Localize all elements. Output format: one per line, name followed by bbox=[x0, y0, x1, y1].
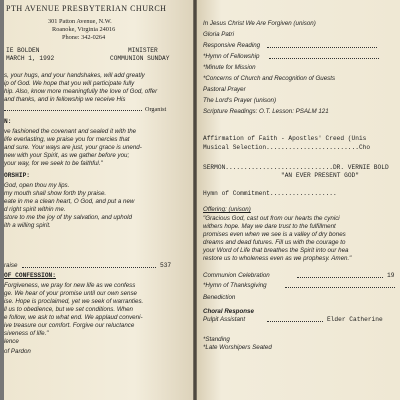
pulpit-assistant-name: Elder Catherine bbox=[327, 316, 383, 323]
worship-line: store to me the joy of thy salvation, and uphold bbox=[4, 214, 132, 221]
worship-line: my mouth shall show forth thy praise. bbox=[4, 190, 107, 197]
pulpit-assistant: Pulpit Assistant bbox=[203, 316, 246, 323]
order-item: *Minute for Mission bbox=[203, 64, 256, 71]
welcome-line: s, your hugs, and your handshakes, will add greatly bbox=[4, 72, 145, 79]
leader-dots bbox=[297, 277, 383, 278]
order-item: The Lord's Prayer (unison) bbox=[203, 97, 277, 104]
right-page bbox=[197, 0, 400, 400]
confession-line: ive treasure our comfort. Forgive our reluctance bbox=[4, 322, 135, 329]
benediction: Benediction bbox=[203, 294, 236, 301]
service-date: MARCH 1, 1992 bbox=[6, 55, 55, 62]
musical-selection: Musical Selection.........................Cho bbox=[203, 144, 371, 151]
confession-line: lence bbox=[4, 338, 19, 345]
order-item: In Jesus Christ We Are Forgiven (unison) bbox=[203, 20, 316, 27]
leader-dots bbox=[22, 267, 156, 268]
phone-number: Phone: 342-0264 bbox=[62, 34, 106, 41]
call-line: life everlasting, we praise you for mercies that bbox=[4, 136, 130, 143]
confession-line: ise. Hope is proclaimed, yet we seek of warranties. bbox=[4, 298, 144, 305]
praise-number: 537 bbox=[160, 262, 172, 269]
offering-line: restore us to wholeness even as we prophesy. Amen." bbox=[203, 255, 352, 262]
call-line: and sure. Your ways are just, your grace is unend- bbox=[4, 144, 142, 151]
communion-number: 19 bbox=[387, 272, 395, 279]
section-heading: OF CONFESSION: bbox=[4, 272, 56, 279]
sermon-title: "AN EVER PRESENT GOD" bbox=[281, 172, 359, 179]
praise-label: raise bbox=[4, 262, 18, 269]
leader-dots bbox=[4, 110, 142, 111]
minister-label: MINISTER bbox=[128, 47, 158, 54]
leader-dots bbox=[267, 321, 323, 322]
leader-dots bbox=[269, 58, 379, 59]
pastor-name: IE BOLDEN bbox=[6, 47, 40, 54]
section-heading: ORSHIP: bbox=[4, 172, 30, 179]
welcome-line: and thanks, and in fellowship we receive His bbox=[4, 96, 126, 103]
confession-line: e follow, we ask to what end. We applaud conveni- bbox=[4, 314, 143, 321]
worship-line: ith a willing spirit. bbox=[4, 222, 51, 229]
welcome-line: hip. Also, know more meaningfully the love of God, offer bbox=[4, 88, 158, 95]
address-line-2: Roanoke, Virginia 24016 bbox=[52, 26, 116, 33]
call-line: your way, for we seek to be faithful." bbox=[4, 160, 103, 167]
offering-line: promises even when we see is a valley of dry bones bbox=[203, 231, 346, 238]
welcome-line: ip of God. We hope that you will participate fully bbox=[4, 80, 135, 87]
worship-line: God, open thou my lips. bbox=[4, 182, 70, 189]
order-item: Responsive Reading bbox=[203, 42, 261, 49]
offering-heading: Offering: (unison) bbox=[203, 206, 251, 213]
confession-line: ll us to obedience, but we set conditions. When bbox=[4, 306, 133, 313]
standing-note: *Standing bbox=[203, 336, 230, 343]
order-item: Gloria Patri bbox=[203, 31, 234, 38]
call-line: ve fashioned the covenant and sealed it with the bbox=[4, 128, 137, 135]
hymn-of-commitment: Hymn of Commitment.................. bbox=[203, 190, 337, 197]
offering-line: "Gracious God, cast out from our hearts the cynici bbox=[203, 215, 340, 222]
choral-response: Choral Response bbox=[203, 308, 254, 315]
offering-line: your Word of Life that breathes the Spirit into our hea bbox=[203, 247, 349, 254]
address-line-1: 301 Patton Avenue, N.W. bbox=[48, 18, 112, 25]
section-heading: N: bbox=[4, 118, 12, 125]
order-item: Pastoral Prayer bbox=[203, 86, 246, 93]
order-item: *Hymn of Fellowship bbox=[203, 53, 260, 60]
call-line: new with your Spirit, as we gather before you; bbox=[4, 152, 130, 159]
affirmation-line: Affirmation of Faith - Apostles' Creed (Unis bbox=[203, 135, 367, 142]
service-name: COMMUNION SUNDAY bbox=[110, 55, 170, 62]
leader-dots bbox=[267, 47, 377, 48]
confession-line: Forgiveness, we pray for new life as we confess bbox=[4, 282, 136, 289]
pardon-line: of Pardon bbox=[4, 348, 31, 355]
late-note: *Late Worshipers Seated bbox=[203, 344, 272, 351]
hymn-of-thanksgiving: *Hymn of Thanksgiving bbox=[203, 282, 267, 289]
order-item: *Concerns of Church and Recognition of Guests bbox=[203, 75, 336, 82]
offering-line: dreams and dead futures. Fill us with the courage to bbox=[203, 239, 346, 246]
worship-line: d right spirit within me. bbox=[4, 206, 66, 213]
communion-line: Communion Celebration bbox=[203, 272, 270, 279]
organist-label: Organist bbox=[145, 106, 167, 113]
left-page bbox=[0, 0, 193, 400]
church-name: PTH AVENUE PRESBYTERIAN CHURCH bbox=[6, 4, 167, 13]
leader-dots bbox=[285, 287, 395, 288]
worship-line: eate in me a clean heart, O God, and put a new bbox=[4, 198, 135, 205]
sermon-line: SERMON.............................DR. VERNIE BOLD bbox=[203, 164, 389, 171]
offering-line: withers hope. May we dare trust to the fulfillment bbox=[203, 223, 336, 230]
confession-line: siveness of life." bbox=[4, 330, 49, 337]
scripture-line: Scripture Readings: O.T. Lesson: PSALM 121 bbox=[203, 108, 329, 115]
confession-line: ge. We hear of your promise until our own sense bbox=[4, 290, 137, 297]
